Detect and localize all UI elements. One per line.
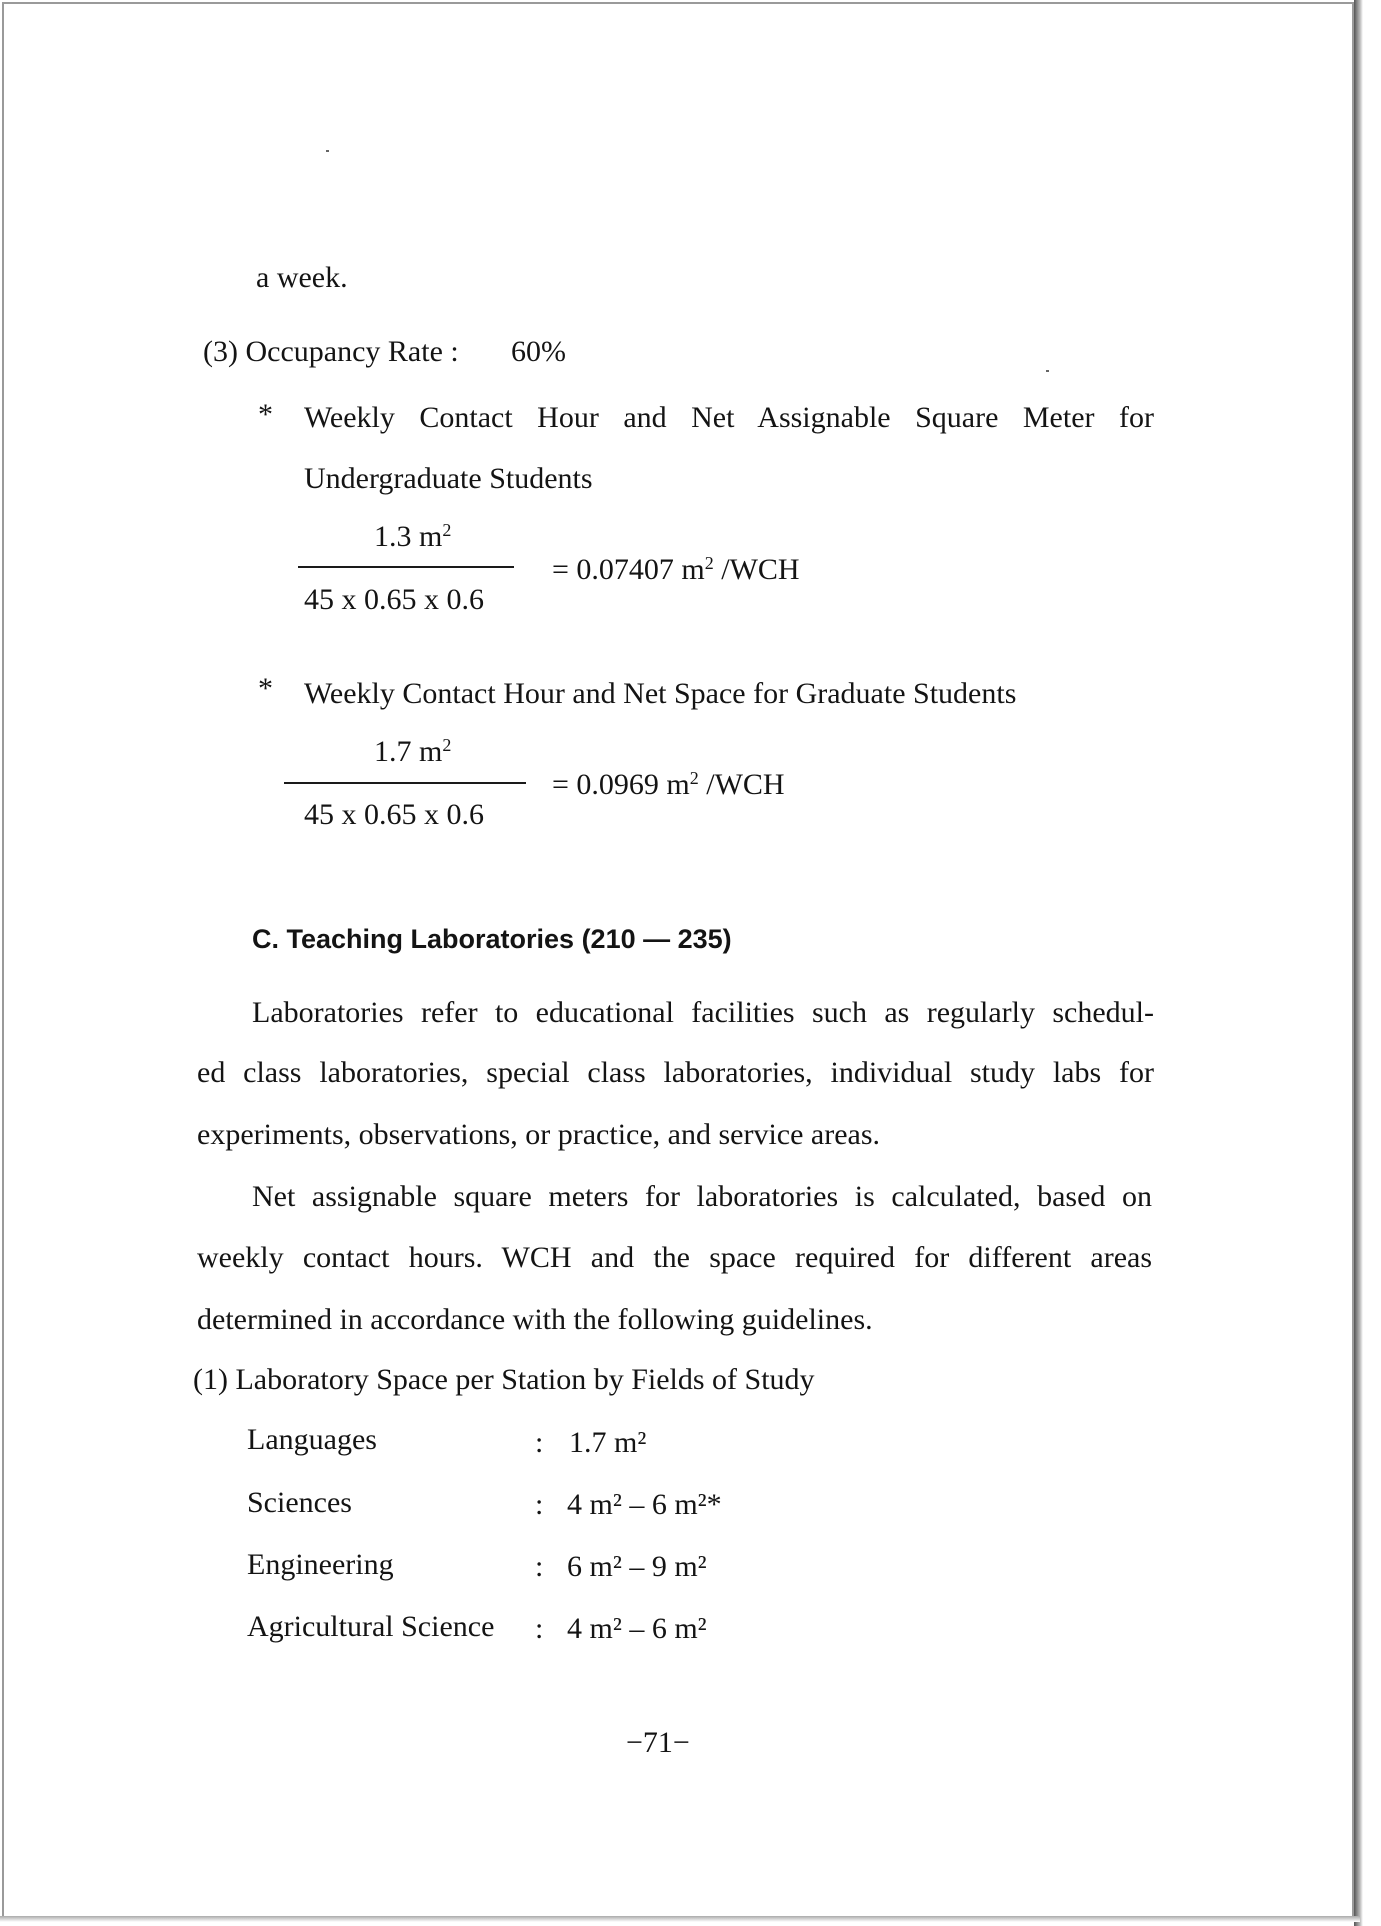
page-edge-shadow — [1354, 0, 1363, 1926]
paragraph-line: determined in accordance with the following guidelines. — [197, 1303, 873, 1336]
paragraph-line: experiments, observations, or practice, and service areas. — [197, 1118, 881, 1151]
section-heading: C. Teaching Laboratories (210 — 235) — [252, 924, 732, 954]
field-colon: : — [535, 1488, 544, 1521]
field-name: Languages — [247, 1423, 377, 1456]
scan-speck — [1046, 370, 1049, 372]
graduate-result: = 0.0969 $m^2$ /WCH — [552, 768, 785, 801]
field-value: 4 m² – 6 m²* — [567, 1488, 722, 1521]
list-heading: (1) Laboratory Space per Station by Fields of Study — [193, 1363, 815, 1396]
bullet-asterisk: * — [258, 672, 273, 705]
graduate-denominator: 45 x 0.65 x 0.6 — [304, 798, 484, 831]
field-colon: : — [535, 1426, 544, 1459]
page-number: −71− — [626, 1726, 690, 1759]
undergrad-heading-line2: Undergraduate Students — [304, 462, 593, 495]
field-name: Sciences — [247, 1486, 352, 1519]
fraction-bar — [298, 566, 514, 568]
scan-speck — [326, 150, 329, 152]
paragraph-line: weekly contact hours. WCH and the space required for different areas — [197, 1241, 1152, 1274]
bullet-asterisk: * — [258, 398, 273, 431]
undergrad-denominator: 45 x 0.65 x 0.6 — [304, 583, 484, 616]
field-colon: : — [535, 1550, 544, 1583]
graduate-numerator: 1.7 $m^2$ — [374, 735, 452, 768]
page-bottom-edge — [0, 1916, 1360, 1922]
undergrad-result: = 0.07407 $m^2$ /WCH — [552, 553, 800, 586]
occupancy-rate-value: 60% — [511, 335, 566, 368]
field-value: 6 m² – 9 m² — [567, 1550, 707, 1583]
undergrad-numerator: 1.3 $m^2$ — [374, 520, 452, 553]
continued-line: a week. — [256, 261, 348, 294]
paragraph-line: Laboratories refer to educational facilities such as regularly schedul- — [252, 996, 1154, 1029]
paragraph-line: Net assignable square meters for laboratories is calculated, based on — [252, 1180, 1152, 1213]
paragraph-line: ed class laboratories, special class laboratories, individual study labs for — [197, 1056, 1154, 1089]
graduate-heading: Weekly Contact Hour and Net Space for Graduate Students — [304, 677, 1017, 710]
field-name: Engineering — [247, 1548, 394, 1581]
field-value: 4 m² – 6 m² — [567, 1612, 707, 1645]
field-value: 1.7 m² — [569, 1426, 647, 1459]
undergrad-heading-line1: Weekly Contact Hour and Net Assignable Square Meter for — [304, 401, 1154, 434]
fraction-bar — [284, 782, 526, 784]
occupancy-rate-label: (3) Occupancy Rate : — [203, 335, 459, 368]
field-colon: : — [535, 1612, 544, 1645]
field-name: Agricultural Science — [247, 1610, 495, 1643]
